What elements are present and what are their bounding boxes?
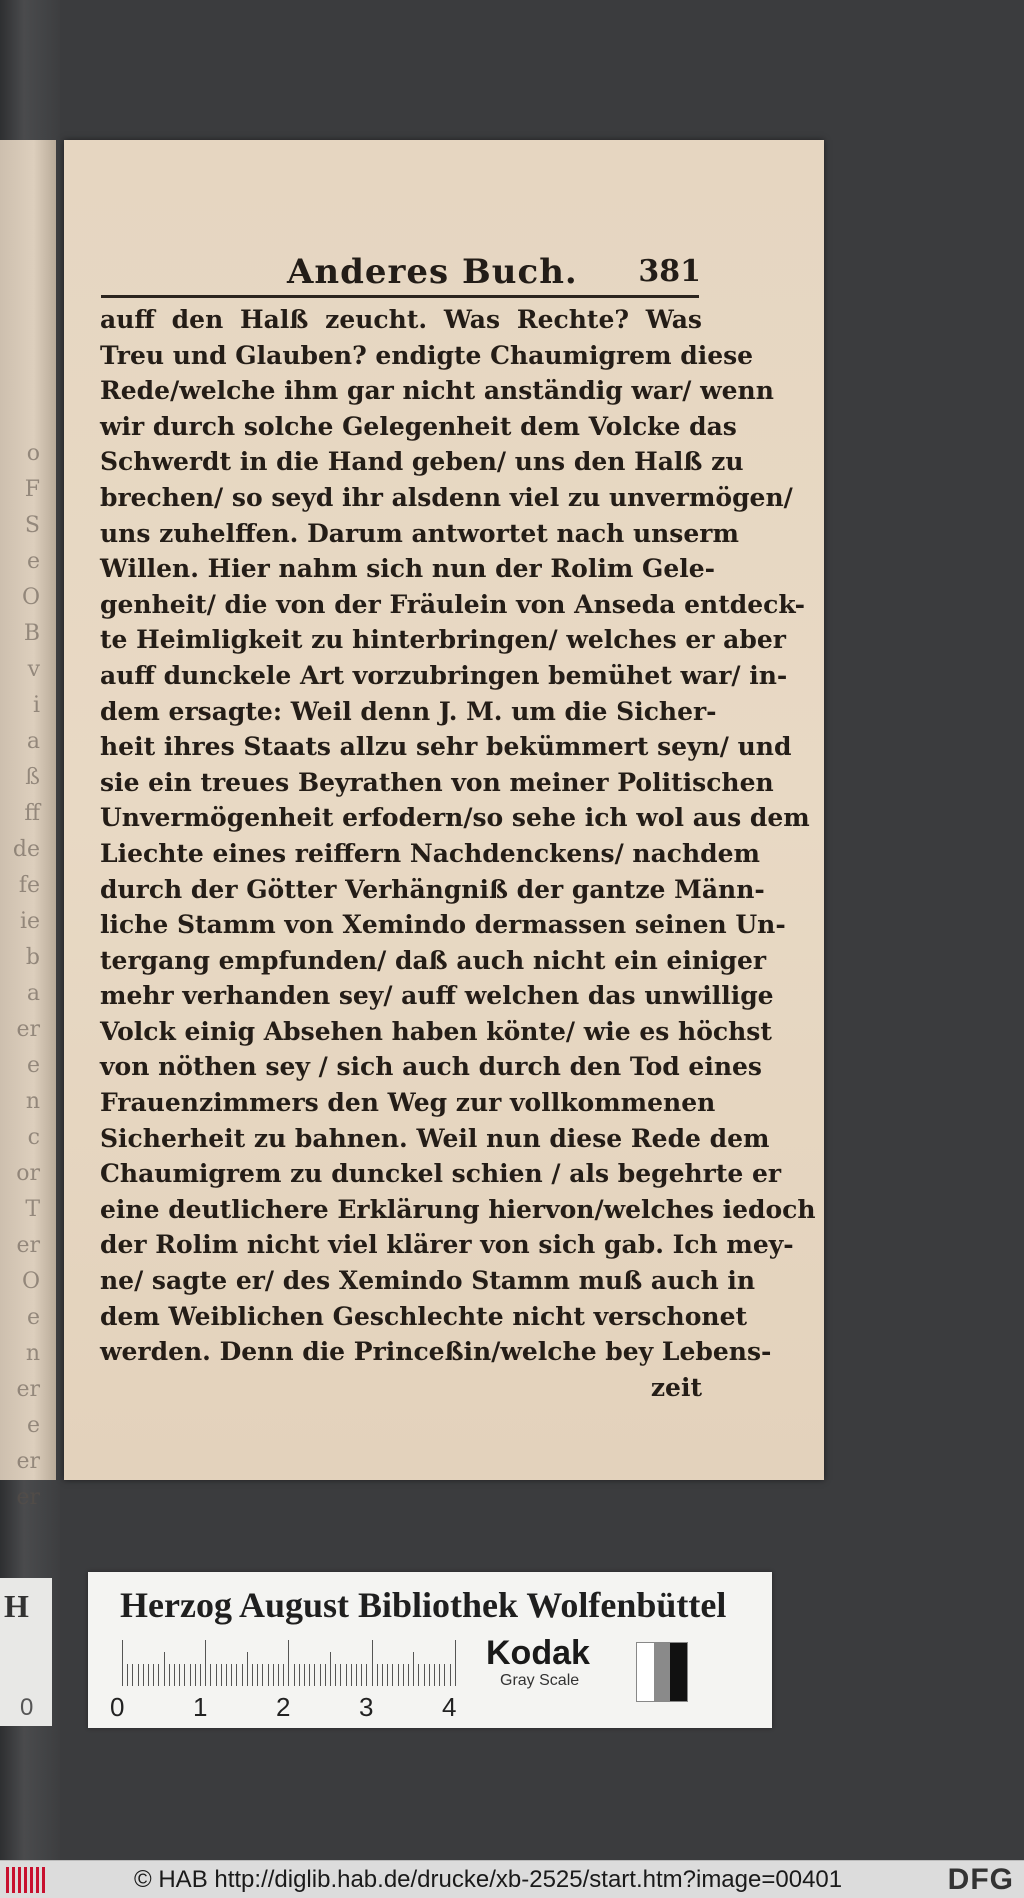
ruler-tick [346, 1664, 347, 1686]
text-line: dem Weiblichen Geschlechte nicht verschonet [100, 1301, 748, 1331]
ruler-tick [372, 1640, 373, 1686]
adjacent-color-card [0, 1578, 52, 1726]
ruler-tick [450, 1664, 451, 1686]
ruler-tick [356, 1664, 357, 1686]
previous-page-glyph: e [26, 1413, 40, 1438]
previous-page-glyph: c [27, 1125, 40, 1150]
ruler-label: 1 [193, 1692, 208, 1722]
ruler-tick [288, 1640, 289, 1686]
previous-page-glyph: ß [25, 765, 40, 790]
viewer-footer [0, 1860, 1024, 1898]
ruler-tick [231, 1664, 232, 1686]
ruler-tick [174, 1664, 175, 1686]
text-line: wir durch solche Gelegenheit dem Volcke das [100, 411, 737, 441]
ruler-tick [195, 1664, 196, 1686]
previous-page-glyph: o [26, 441, 40, 466]
ruler-tick [190, 1664, 191, 1686]
ruler-tick [366, 1664, 367, 1686]
ruler-tick [138, 1664, 139, 1686]
ruler-tick [418, 1664, 419, 1686]
ruler-tick [268, 1664, 269, 1686]
previous-page-glyph: ff [24, 801, 40, 826]
previous-page-glyph: a [26, 981, 40, 1006]
ruler-tick [340, 1664, 341, 1686]
adjacent-card-text: H [4, 1588, 29, 1624]
text-line: liche Stamm von Xemindo dermassen seinen Un- [100, 910, 786, 940]
ruler-tick [148, 1664, 149, 1686]
ruler-tick [398, 1664, 399, 1686]
text-line: Frauenzimmers den Weg zur vollkommenen [100, 1088, 716, 1118]
ruler-tick [361, 1664, 362, 1686]
ruler-tick [413, 1652, 414, 1686]
text-line: zeit [650, 1372, 702, 1402]
ruler-tick [226, 1664, 227, 1686]
previous-page-glyph: b [25, 945, 40, 970]
ruler-tick [283, 1664, 284, 1686]
previous-page-glyph: or [16, 1161, 40, 1186]
ruler-tick [164, 1652, 165, 1686]
ruler-tick [247, 1652, 248, 1686]
previous-page-glyph: er [16, 1449, 40, 1474]
ruler-tick [335, 1664, 336, 1686]
previous-page-glyph: F [24, 477, 40, 502]
ruler-tick [242, 1664, 243, 1686]
ruler-tick [143, 1664, 144, 1686]
ruler-tick [314, 1664, 315, 1686]
measurement-ruler [122, 1640, 458, 1686]
ruler-tick [278, 1664, 279, 1686]
previous-page-glyph: a [26, 729, 40, 754]
previous-page-glyph: e [26, 1053, 40, 1078]
ruler-tick [330, 1652, 331, 1686]
previous-page-glyph: ie [19, 909, 40, 934]
ruler-label: 3 [359, 1692, 374, 1722]
text-line: auff dunckele Art vorzubringen bemühet war/ in- [100, 660, 788, 690]
ruler-tick [434, 1664, 435, 1686]
ruler-tick [439, 1664, 440, 1686]
ruler-tick [200, 1664, 201, 1686]
ruler-label: 4 [442, 1692, 457, 1722]
previous-page-glyph: er [16, 1233, 40, 1258]
ruler-tick [127, 1664, 128, 1686]
adjacent-card-zero: 0 [20, 1694, 34, 1721]
ruler-tick [216, 1664, 217, 1686]
ruler-tick [158, 1664, 159, 1686]
text-line: heit ihres Staats allzu sehr bekümmert seyn/ und [100, 732, 792, 762]
previous-page-glyph: er [16, 1485, 40, 1510]
previous-page-text-fragments [0, 440, 40, 1512]
kodak-logo: Kodak [486, 1634, 590, 1672]
previous-page-glyph: i [32, 693, 40, 718]
ruler-tick [236, 1664, 237, 1686]
text-line: der Rolim nicht viel klärer von sich gab. Ich mey- [100, 1230, 794, 1260]
gray-swatch [637, 1643, 654, 1701]
ruler-tick [257, 1664, 258, 1686]
previous-page-glyph: er [16, 1017, 40, 1042]
institution-name: Herzog August Bibliothek Wolfenbüttel [120, 1585, 727, 1625]
ruler-tick [403, 1664, 404, 1686]
text-line: sie ein treues Beyrathen von meiner Politischen [100, 767, 774, 797]
previous-page-glyph: e [26, 1305, 40, 1330]
ruler-tick [429, 1664, 430, 1686]
ruler-tick [387, 1664, 388, 1686]
ruler-tick [210, 1664, 211, 1686]
gray-scale-label: Gray Scale [500, 1672, 580, 1689]
text-line: Rede/welche ihm gar nicht anständig war/ wenn [100, 376, 774, 406]
text-line: brechen/ so seyd ihr alsdenn viel zu unvermögen/ [100, 482, 793, 512]
ruler-tick [299, 1664, 300, 1686]
previous-page-glyph: T [25, 1197, 40, 1222]
ruler-label: 2 [276, 1692, 291, 1722]
text-line: Liechte eines reiffern Nachdenckens/ nachdem [100, 838, 761, 868]
running-header [101, 252, 701, 296]
ruler-label: 0 [110, 1692, 125, 1722]
previous-page-glyph: de [12, 837, 40, 862]
text-line: ne/ sagte er/ des Xemindo Stamm muß auch in [100, 1266, 756, 1296]
footer-credit: © HAB http://diglib.hab.de/drucke/xb-2525/start.htm?image=00401 [134, 1866, 843, 1893]
ruler-tick [424, 1664, 425, 1686]
ruler-tick [169, 1664, 170, 1686]
text-line: Unvermögenheit erfodern/so sehe ich wol aus dem [100, 803, 810, 833]
text-line: dem ersagte: Weil denn J. M. um die Sicher- [100, 696, 717, 726]
previous-page-glyph: O [21, 1269, 40, 1294]
text-line: von nöthen sey / sich auch durch den Tod eines [100, 1052, 762, 1082]
previous-page-glyph: n [25, 1341, 40, 1366]
text-line: Treu und Glauben? endigte Chaumigrem diese [100, 340, 754, 370]
ruler-tick [205, 1640, 206, 1686]
previous-page-glyph: fe [18, 873, 40, 898]
ruler-tick [184, 1664, 185, 1686]
text-line: tergang empfunden/ daß auch nicht ein einiger [100, 945, 767, 975]
ruler-tick [444, 1664, 445, 1686]
previous-page-glyph: e [26, 549, 40, 574]
ruler-tick [377, 1664, 378, 1686]
ruler-tick [221, 1664, 222, 1686]
color-calibration-card [88, 1572, 772, 1728]
text-line: mehr verhanden sey/ auff welchen das unwillige [100, 981, 774, 1011]
ruler-tick [320, 1664, 321, 1686]
ruler-tick [179, 1664, 180, 1686]
text-line: Chaumigrem zu dunckel schien / als begehrte er [100, 1159, 782, 1189]
text-line: auff den Halß zeucht. Was Rechte? Was [100, 305, 702, 334]
text-line: Sicherheit zu bahnen. Weil nun diese Rede dem [100, 1123, 770, 1153]
gray-swatch [670, 1643, 687, 1701]
ruler-tick [294, 1664, 295, 1686]
text-line: werden. Denn die Princeßin/welche bey Lebens- [100, 1337, 772, 1367]
header-rule [101, 295, 699, 298]
previous-page-glyph: S [24, 513, 40, 538]
ruler-tick [252, 1664, 253, 1686]
text-line: Willen. Hier nahm sich nun der Rolim Gele- [100, 554, 716, 584]
ruler-tick [408, 1664, 409, 1686]
ruler-tick [392, 1664, 393, 1686]
ruler-tick [132, 1664, 133, 1686]
ruler-tick [122, 1640, 123, 1686]
text-line: Volck einig Absehen haben könte/ wie es höchst [100, 1016, 772, 1046]
previous-page-edge [0, 140, 56, 1510]
previous-page-glyph: n [25, 1089, 40, 1114]
previous-page-glyph: B [23, 621, 40, 646]
ruler-tick [382, 1664, 383, 1686]
text-line: genheit/ die von der Fräulein von Anseda entdeck- [100, 589, 806, 619]
ruler-tick [304, 1664, 305, 1686]
ruler-tick [455, 1640, 456, 1686]
previous-page-glyph: v [27, 657, 40, 682]
text-line: eine deutlichere Erklärung hiervon/welches iedoch [100, 1194, 816, 1224]
running-header-title: Anderes Buch. [287, 252, 578, 292]
ruler-tick [262, 1664, 263, 1686]
gray-swatch [654, 1643, 671, 1701]
hab-logo-icon [6, 1867, 46, 1893]
text-line: durch der Götter Verhängniß der gantze Männ- [100, 874, 765, 904]
page-number: 381 [638, 254, 701, 289]
ruler-tick [309, 1664, 310, 1686]
text-line: te Heimligkeit zu hinterbringen/ welches er aber [100, 625, 786, 655]
gray-scale-swatches [636, 1642, 688, 1702]
text-line: Schwerdt in die Hand geben/ uns den Halß zu [100, 447, 744, 477]
text-line: uns zuhelffen. Darum antwortet nach unserm [100, 518, 739, 548]
ruler-tick [153, 1664, 154, 1686]
ruler-tick [273, 1664, 274, 1686]
previous-page-glyph: er [16, 1377, 40, 1402]
ruler-tick [325, 1664, 326, 1686]
page-body-text [100, 302, 816, 1405]
ruler-tick [351, 1664, 352, 1686]
previous-page-glyph: O [21, 585, 40, 610]
dfg-logo: DFG [947, 1863, 1014, 1896]
